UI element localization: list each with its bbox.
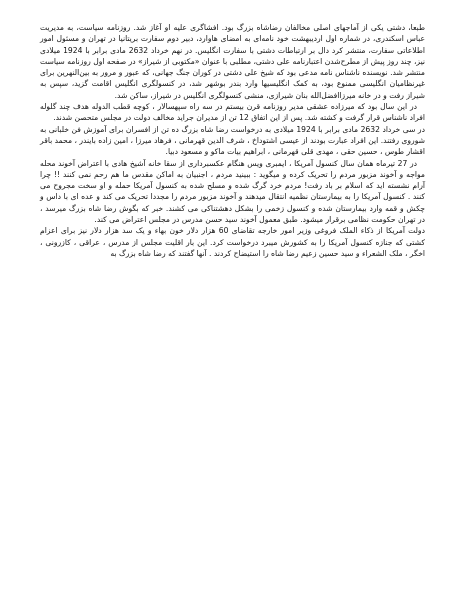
paragraph-1: طبعا، دشتی یکی از آماجهای اصلی مخالفان رضاشاه بزرگ بود. افشاگری علیه او آغاز شد. روزنامه سیاست، به مدیریت عباس اسکندری، در شماره اول اردیبهشت خود نامه‌ای به امضای هاوارد، دبیر دوم سفارت بریتانیا در تهران و مسئول امور اطلاعاتی سفارت، منتشر کرد دال بر ارتباطات دشتی با سفارت انگلیس. در نهم خرداد 2632 مادی برابر با 1924 میلادی نیز، چند روز پیش از مطرح‌شدن اعتبارنامه علی دشتی، مطلبی با عنوان «مکتوبی از شیراز» در صفحه اول روزنامه سیاست منتشر شد. نویسنده ناشناس نامه مدعی بود که شیخ علی دشتی در کوران جنگ جهانی، که عبور و مرور به بین‌النهرین برای غیرنظامیان انگلیسی ممنوع بود، به کمک انگلیسیها وارد بندر بوشهر شد، در کنسولگری انگلیس اقامت گزید، سپس به شیراز رفت و در خانه میرزاافضل‌الله بنان شیرازی، منشی کنسولگری انگلیس در شیراز، ساکن شد. — [40, 23, 425, 100]
document-body — [40, 22, 425, 259]
paragraph-2: در این سال بود که میرزاده عشقی مدیر روزنامه قرن بیستم در سه راه سپهسالار ، کوچه قطب الدوله هدف چند گلوله افراد ناشناس قرار گرفت و کشته شد. پس از این اتفاق 12 تن از مدیران جراید مخالف دولت در مجلس متحصن شدند. — [40, 102, 425, 123]
paragraph-3: در سی خرداد 2632 مادی برابر با 1924 میلادی به درخواست رضا شاه بزرگ ده تن از افسران برای آموزش فن خلبانی به شوروی رفتند. این افراد عبارت بودند از عیسی اشتوداخ ، شرف الدین قهرمانی ، فرهاد میرزا ، امین زاده بایندر ، محمد باقر اقشار طوس ، حسین حقی ، مهدی قلی قهرمانی ، ابراهیم بیات ماکو و مسعود دبیا. — [40, 124, 425, 157]
paragraph-4: در 27 تیرماه همان سال کنسول آمریکا ، ایمبری ویس هنگام عکسبرداری از سقا خانه آشیخ هادی با اعتراض آخوند محله مواجه و آخوند مزبور مردم را تحریک کرده و میگوید : ببینید مردم ، اجنبیان به اماکن مقدس ما هم رحم نمی کنند !! چرا آرام نشسته اید که اسلام بر باد رفت! مردم خرد گرگ شده و مسلح شده به کنسول آمریکا حمله و او سخت مجروح می کنند . کنسول آمریکا را به بیمارستان نظمیه انتقال میدهند و آخوند مزبور مردم را مجددا تحریک می کند و عده ای با داس و چکش و قمه وارد بیمارستان شده و کنسول زخمی را بشکل دهشتناکی می کشند. خبر که بگوش رضا شاه بزرگ میرسد ، در تهران حکومت نظامی برقرار میشود. طبق معمول آخوند سید حسن مدرس در مجلس اعتراض می کند. — [40, 158, 425, 225]
paragraph-5: دولت آمریکا از ذکاء الملک فروغی وزیر امور خارجه تقاضای 60 هزار دلار خون بهاء و یک سد هزار دلار نیز برای اعزام کشتی که جنازه کنسول آمریکا را به کشورش میبرد درخواست کرد. این بار اقلیت مجلس از مدرس ، عراقی ، کازرونی ، اخگر ، ملک الشعراء و سید حسین زعیم رضا شاه را استیضاح کردند . آنها گفتند که رضا شاه بزرگ به — [40, 226, 425, 258]
